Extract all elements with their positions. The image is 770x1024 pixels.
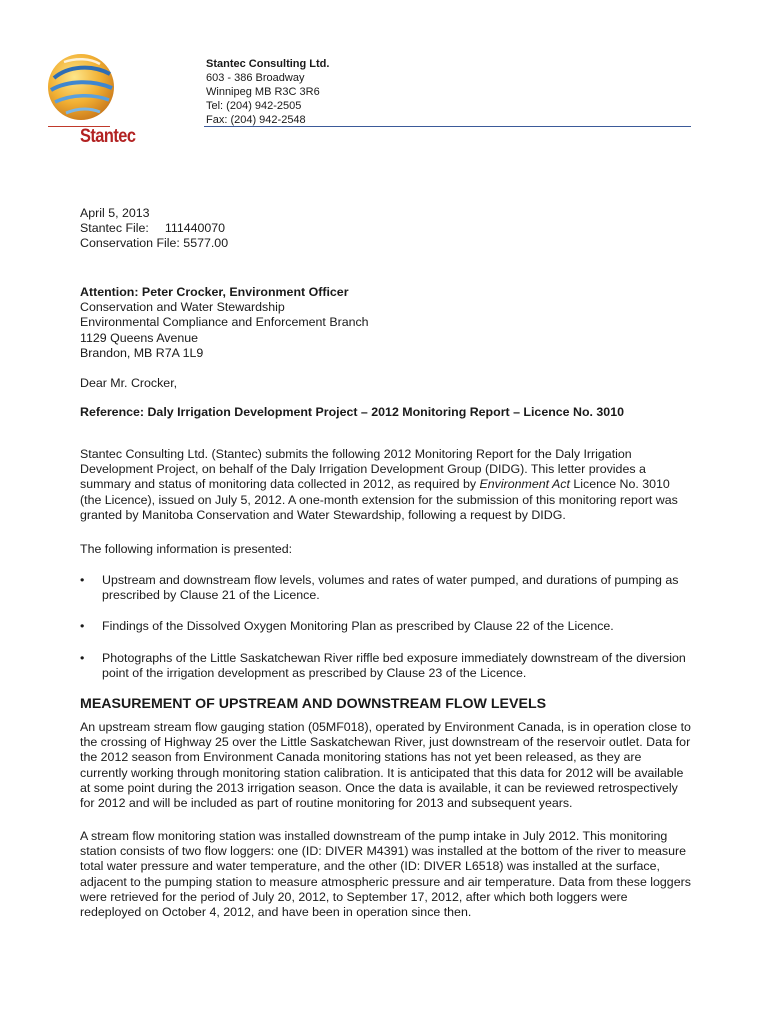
- recipient-line: Brandon, MB R7A 1L9: [80, 345, 204, 360]
- list-item: [80, 651, 700, 681]
- recipient-line: Environmental Compliance and Enforcement Branch: [80, 315, 369, 330]
- company-name: Stantec Consulting Ltd.: [206, 58, 330, 70]
- list-item-text: Findings of the Dissolved Oxygen Monitoring Plan as prescribed by Clause 22 of the Licence.: [102, 619, 614, 634]
- section-paragraph-2: A stream flow monitoring station was installed downstream of the pump intake in July 2012. This monitoring station consists of two flow loggers: one (ID: DIVER M4391) was installed at the bottom of the river to measure total water pressure and water temperature, and the other (ID: DIVER L6518) was installed at the surface, adjacent to the pumping station to measure atmospheric pressure and air temperature. Data from these loggers were retrieved for the period of July 20, 2012, to September 17, 2012, after which both loggers were redeployed on October 4, 2012, and have been in operation since then.: [80, 829, 691, 920]
- recipient-line: 1129 Queens Avenue: [80, 330, 199, 345]
- reference-line: Reference: Daly Irrigation Development Project – 2012 Monitoring Report – Licence No. 3010: [80, 405, 624, 419]
- header-divider: [204, 126, 691, 127]
- stantec-globe-logo-icon: [46, 52, 116, 122]
- section-heading: MEASUREMENT OF UPSTREAM AND DOWNSTREAM FLOW LEVELS: [80, 696, 547, 712]
- bullet-icon: •: [80, 619, 85, 634]
- letter-date: April 5, 2013: [80, 206, 150, 220]
- recipient-line: Conservation and Water Stewardship: [80, 300, 285, 315]
- bullet-icon: •: [80, 650, 85, 665]
- logo-wordmark: Stantec: [80, 126, 136, 147]
- list-item-text: Photographs of the Little Saskatchewan River riffle bed exposure immediately downstream of the diversion point of the irrigation development as prescribed by Clause 23 of the Licence.: [102, 650, 686, 680]
- intro-paragraph: [80, 447, 692, 523]
- following-line: The following information is presented:: [80, 542, 293, 556]
- bullet-icon: •: [80, 573, 85, 587]
- address-line-1: 603 - 386 Broadway: [206, 72, 305, 84]
- intro-italic-text: Environment Act: [479, 477, 570, 492]
- phone-number: Tel: (204) 942-2505: [206, 100, 302, 112]
- attention-line: Attention: Peter Crocker, Environment Officer: [80, 285, 349, 299]
- section-paragraph-1: An upstream stream flow gauging station (05MF018), operated by Environment Canada, is in operation close to the crossing of Highway 25 over the Little Saskatchewan River, just downstream of the reservoir outlet. Data for the 2012 season from Environment Canada monitoring stations has not yet been released, as they are currently working through monitoring station calibration. It is anticipated that this data for 2012 will be available at some point during the 2013 irrigation season. Once the data is available, it can be reviewed retrospectively for 2012 and will be included as part of routine monitoring for 2013 and subsequent years.: [80, 720, 691, 811]
- intro-text: Licence No. 3010 (the Licence), issued on July 5, 2012. A one-month extension for the submission of this monitoring report was granted by Manitoba Conservation and Water Stewardship, following a request by DIDG.: [80, 477, 678, 522]
- list-item-text: Upstream and downstream flow levels, volumes and rates of water pumped, and durations of pumping as prescribed by Clause 21 of the Licence.: [102, 573, 679, 603]
- file-info-block: [80, 206, 695, 252]
- fax-number: Fax: (204) 942-2548: [206, 114, 306, 126]
- stantec-file-label: Stantec File:: [80, 221, 149, 236]
- company-address-block: [206, 57, 329, 127]
- stantec-file-line: [80, 221, 695, 236]
- stantec-file-number: 111440070: [164, 221, 226, 236]
- intro-text: Stantec Consulting Ltd. (Stantec) submits the following 2012 Monitoring Report for the Daly Irrigation Development Project, on behalf of the Daly Irrigation Development Group (DIDG). This letter provides a summary and status of monitoring data collected in 2012, as required by: [80, 447, 646, 492]
- conservation-file: Conservation File: 5577.00: [80, 236, 229, 251]
- salutation: Dear Mr. Crocker,: [80, 376, 178, 390]
- address-line-2: Winnipeg MB R3C 3R6: [206, 86, 320, 98]
- info-bullet-list: [80, 573, 700, 697]
- list-item: [80, 573, 700, 603]
- recipient-block: [80, 285, 695, 361]
- list-item: [80, 619, 700, 634]
